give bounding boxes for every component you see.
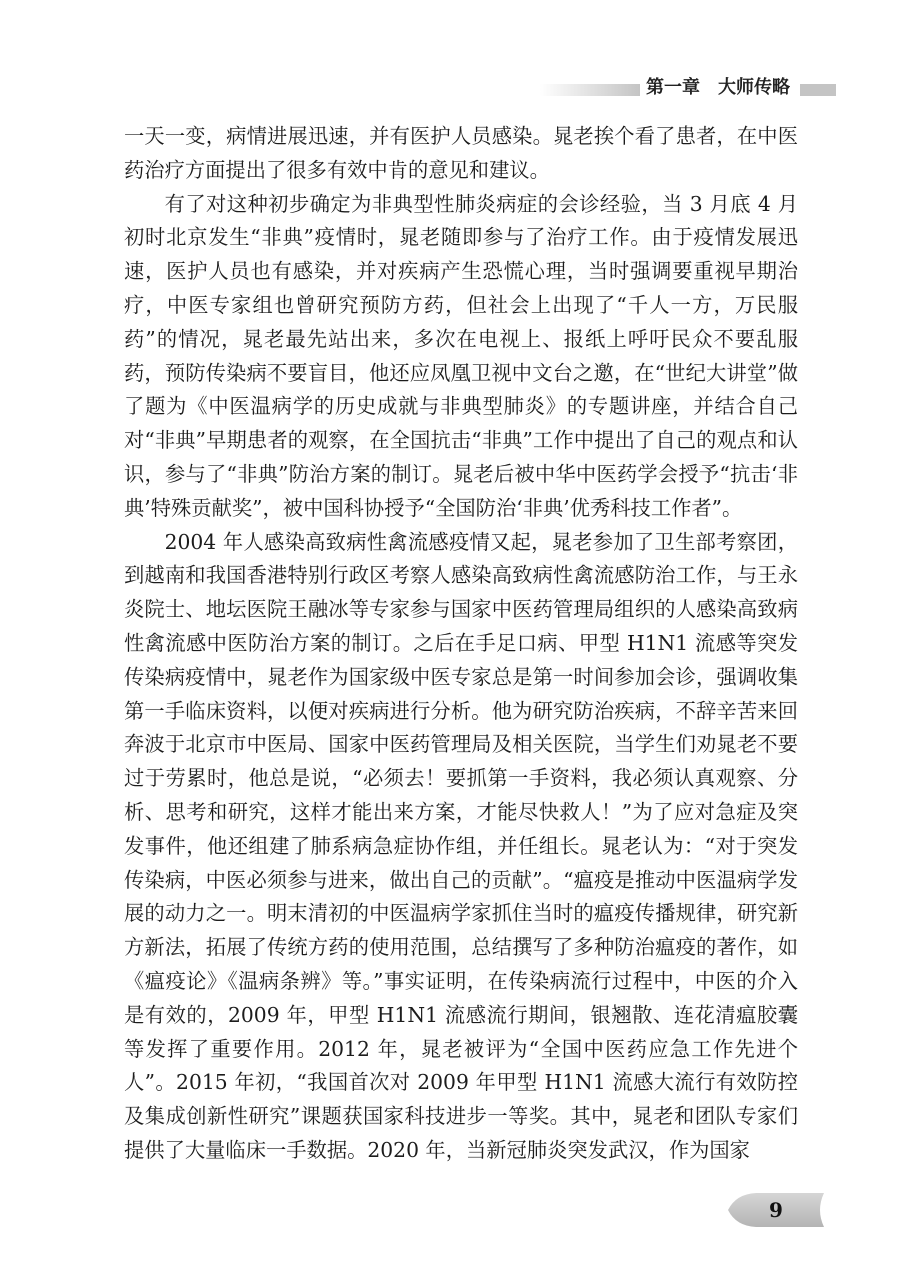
page-number: 9 xyxy=(769,1198,783,1222)
running-head xyxy=(646,74,796,102)
body-text xyxy=(124,120,798,1168)
chapter-title: 大师传略 xyxy=(718,77,790,98)
paragraph-avian-flu: 2004 年人感染高致病性禽流感疫情又起，晁老参加了卫生部考察团，到越南和我国香港特别行政区考察人感染高致病性禽流感防治工作，与王永炎院士、地坛医院王融冰等专家参与国家中医药管理局组织的人感染高致病性禽流感中医防治方案的制订。之后在手足口病、甲型 H1N1 流感等突发传染病疫情中，晁老作为国家级中医专家总是第一时间参加会诊，强调收集第一手临床资料，以便对疾病进行分析。他为研究防治疾病，不辞辛苦来回奔波于北京市中医局、国家中医药管理局及相关医院，当学生们劝晁老不要过于劳累时，他总是说，“必须去！要抓第一手资料，我必须认真观察、分析、思考和研究，这样才能出来方案，才能尽快救人！”为了应对急症及突发事件，他还组建了肺系病急症协作组，并任组长。晁老认为：“对于突发传染病，中医必须参与进来，做出自己的贡献”。“瘟疫是推动中医温病学发展的动力之一。明末清初的中医温病学家抓住当时的瘟疫传播规律，研究新方新法，拓展了传统方药的使用范围，总结撰写了多种防治瘟疫的著作，如《瘟疫论》《温病条辨》等。”事实证明，在传染病流行过程中，中医的介入是有效的，2009 年，甲型 H1N1 流感流行期间，银翘散、连花清瘟胶囊等发挥了重要作用。2012 年，晁老被评为“全国中医药应急工作先进个人”。2015 年初，“我国首次对 2009 年甲型 H1N1 流感大流行有效防控及集成创新性研究”课题获国家科技进步一等奖。其中，晁老和团队专家们提供了大量临床一手数据。2020 年，当新冠肺炎突发武汉，作为国家 xyxy=(124,529,798,1162)
chapter-label: 第一章 xyxy=(646,77,700,98)
page-number-tab xyxy=(728,1192,824,1228)
running-head-bar-right xyxy=(800,84,836,96)
paragraph-continuation: 一天一变，病情进展迅速，并有医护人员感染。晁老挨个看了患者，在中医药治疗方面提出了很多有效中肯的意见和建议。 xyxy=(124,124,798,182)
paragraph-sars: 有了对这种初步确定为非典型性肺炎病症的会诊经验，当 3 月底 4 月初时北京发生“非典”疫情时，晁老随即参与了治疗工作。由于疫情发展迅速，医护人员也有感染，并对疾病产生恐慌心理，当时强调要重视早期治疗，中医专家组也曾研究预防方药，但社会上出现了“千人一方，万民服药”的情况，晁老最先站出来，多次在电视上、报纸上呼吁民众不要乱服药，预防传染病不要盲目，他还应凤凰卫视中文台之邀，在“世纪大讲堂”做了题为《中医温病学的历史成就与非典型肺炎》的专题讲座，并结合自己对“非典”早期患者的观察，在全国抗击“非典”工作中提出了自己的观点和认识，参与了“非典”防治方案的制订。晁老后被中华中医药学会授予“抗击‘非典’特殊贡献奖”，被中国科协授予“全国防治‘非典’优秀科技工作者”。 xyxy=(124,191,798,520)
running-head-bar-left xyxy=(540,84,640,96)
